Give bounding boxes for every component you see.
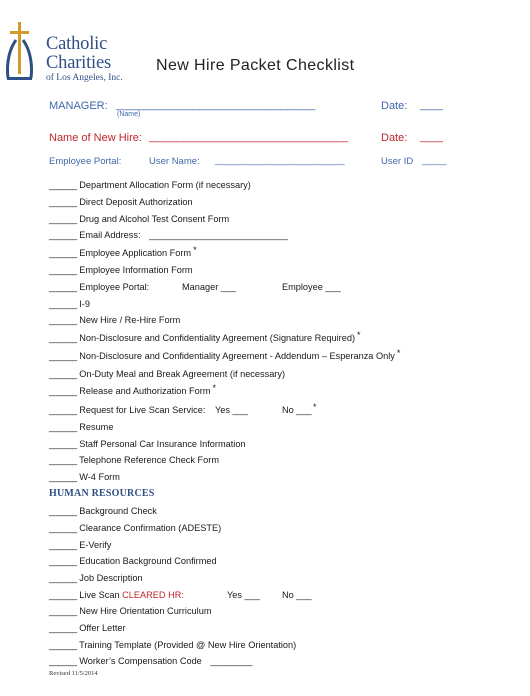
- check-blank[interactable]: ______: [49, 623, 77, 633]
- date-label: Date:: [381, 100, 408, 112]
- checklist-item: [49, 348, 401, 361]
- checklist-item: [49, 197, 193, 207]
- date2-field[interactable]: ____: [420, 131, 443, 143]
- check-blank[interactable]: ______: [49, 230, 77, 240]
- checklist-item: [49, 506, 157, 516]
- check-blank[interactable]: ______: [49, 386, 77, 396]
- checklist-item: [49, 265, 193, 275]
- cross-logo-icon: [4, 22, 44, 84]
- item-label: Employee Portal:: [79, 282, 150, 292]
- checklist-item: [49, 180, 251, 190]
- checklist-item: [49, 299, 90, 309]
- check-blank[interactable]: ______: [49, 265, 77, 275]
- checklist-item: [49, 523, 221, 533]
- checklist-item: [49, 214, 229, 224]
- required-star: *: [396, 348, 401, 358]
- live-scan-no-option[interactable]: No ___: [282, 405, 312, 415]
- checklist-item: [49, 369, 285, 379]
- item-label: Request for Live Scan Service:: [79, 405, 206, 415]
- name-note: (Name): [117, 111, 141, 118]
- item-label: Telephone Reference Check Form: [79, 455, 219, 465]
- item-label: W-4 Form: [79, 472, 120, 482]
- check-blank[interactable]: ______: [49, 351, 77, 361]
- check-blank[interactable]: ______: [49, 523, 77, 533]
- page-title: New Hire Packet Checklist: [156, 57, 355, 74]
- live-scan-yes-option[interactable]: Yes ___: [215, 405, 248, 415]
- checklist-item: [49, 439, 246, 449]
- item-label: Education Background Confirmed: [79, 556, 217, 566]
- item-label: On-Duty Meal and Break Agreement (if necessary): [79, 369, 286, 379]
- checklist-item: [49, 472, 120, 482]
- item-label: Offer Letter: [79, 623, 126, 633]
- revision-date: Revised 11/5/2014: [49, 670, 98, 677]
- check-blank[interactable]: ______: [49, 180, 77, 190]
- check-blank[interactable]: ______: [49, 606, 77, 616]
- item-label: E-Verify: [79, 540, 112, 550]
- item-label: Non-Disclosure and Confidentiality Agreement (Signature Required): [79, 333, 356, 343]
- checklist-item: [49, 330, 361, 343]
- item-label: New Hire Orientation Curriculum: [79, 606, 212, 616]
- checklist-item: [49, 245, 197, 258]
- check-blank[interactable]: ______: [49, 439, 77, 449]
- item-label: Worker’s Compensation Code: [79, 656, 202, 666]
- item-label: Staff Personal Car Insurance Information: [79, 439, 246, 449]
- item-label: Clearance Confirmation (ADESTE): [79, 523, 222, 533]
- required-star: *: [212, 383, 216, 393]
- check-blank[interactable]: ______: [49, 556, 77, 566]
- checklist-item: [49, 573, 143, 583]
- comp-code-field[interactable]: _________: [210, 656, 252, 666]
- item-label: I-9: [79, 299, 90, 309]
- checklist-item: [49, 623, 126, 633]
- checklist-item: [49, 230, 287, 240]
- item-label: Non-Disclosure and Confidentiality Agreement - Addendum – Esperanza Only: [79, 351, 395, 361]
- checklist-item: [49, 422, 113, 432]
- userid-label: User ID: [381, 156, 414, 167]
- checklist-item: [49, 405, 205, 415]
- check-blank[interactable]: ______: [49, 455, 77, 465]
- portal-manager-option[interactable]: Manager ___: [182, 282, 237, 292]
- checklist-item: [49, 556, 217, 566]
- check-blank[interactable]: ______: [49, 369, 77, 379]
- required-star: *: [193, 245, 197, 255]
- item-label: Release and Authorization Form: [79, 386, 211, 396]
- item-label: New Hire / Re-Hire Form: [79, 315, 181, 325]
- item-label: Resume: [79, 422, 114, 432]
- userid-field[interactable]: _____: [422, 155, 446, 166]
- item-label: Live Scan: [79, 590, 120, 600]
- item-label: Employee Application Form: [79, 248, 192, 258]
- required-star: *: [313, 402, 317, 412]
- checklist-item: [49, 590, 184, 600]
- check-blank[interactable]: ______: [49, 214, 77, 224]
- checklist-item: [49, 540, 111, 550]
- check-blank[interactable]: ______: [49, 590, 77, 600]
- username-label: User Name:: [149, 156, 200, 167]
- check-blank[interactable]: ______: [49, 333, 77, 343]
- check-blank[interactable]: ______: [49, 248, 77, 258]
- item-label: Employee Information Form: [79, 265, 193, 275]
- checklist-item: [49, 383, 216, 396]
- check-blank[interactable]: ______: [49, 282, 77, 292]
- check-blank[interactable]: ______: [49, 573, 77, 583]
- email-field[interactable]: ______________________________: [149, 230, 288, 240]
- check-blank[interactable]: ______: [49, 640, 77, 650]
- new-hire-name-field[interactable]: ____________________________________: [149, 131, 348, 143]
- check-blank[interactable]: ______: [49, 472, 77, 482]
- date2-label: Date:: [381, 132, 408, 144]
- hr-section-heading: HUMAN RESOURCES: [49, 488, 155, 499]
- manager-name-field[interactable]: ____________________________________: [116, 99, 315, 111]
- cleared-yes-option[interactable]: Yes ___: [227, 590, 260, 600]
- portal-employee-option[interactable]: Employee ___: [282, 282, 341, 292]
- checklist-item: [49, 282, 149, 292]
- check-blank[interactable]: ______: [49, 197, 77, 207]
- item-label: Background Check: [79, 506, 157, 516]
- check-blank[interactable]: ______: [49, 506, 77, 516]
- check-blank[interactable]: ______: [49, 422, 77, 432]
- required-star: *: [357, 330, 361, 340]
- check-blank[interactable]: ______: [49, 656, 77, 666]
- logo-text-subtitle: of Los Angeles, Inc.: [46, 73, 123, 83]
- checklist-item: [49, 455, 219, 465]
- date-field[interactable]: ____: [420, 99, 443, 111]
- item-label: Email Address:: [79, 230, 141, 240]
- checklist-item: [49, 606, 211, 616]
- item-label: Department Allocation Form (if necessary): [79, 180, 251, 190]
- item-label: Drug and Alcohol Test Consent Form: [79, 214, 230, 224]
- cleared-no-option[interactable]: No ___: [282, 590, 312, 600]
- manager-label: MANAGER:: [49, 100, 108, 112]
- username-field[interactable]: ___________________________: [215, 155, 345, 166]
- logo-text-charities: Charities: [46, 53, 111, 73]
- new-hire-label: Name of New Hire:: [49, 132, 142, 144]
- check-blank[interactable]: ______: [49, 315, 77, 325]
- checklist-item: [49, 640, 296, 650]
- item-label: Training Template (Provided @ New Hire Orientation): [79, 640, 297, 650]
- item-label: Job Description: [79, 573, 143, 583]
- portal-label: Employee Portal:: [49, 156, 122, 167]
- checklist-item: [49, 656, 252, 666]
- logo-text-catholic: Catholic: [46, 34, 108, 54]
- item-label: Direct Deposit Authorization: [79, 197, 193, 207]
- check-blank[interactable]: ______: [49, 299, 77, 309]
- check-blank[interactable]: ______: [49, 405, 77, 415]
- checklist-item: [49, 315, 180, 325]
- check-blank[interactable]: ______: [49, 540, 77, 550]
- cleared-hr-label: CLEARED HR:: [122, 590, 184, 600]
